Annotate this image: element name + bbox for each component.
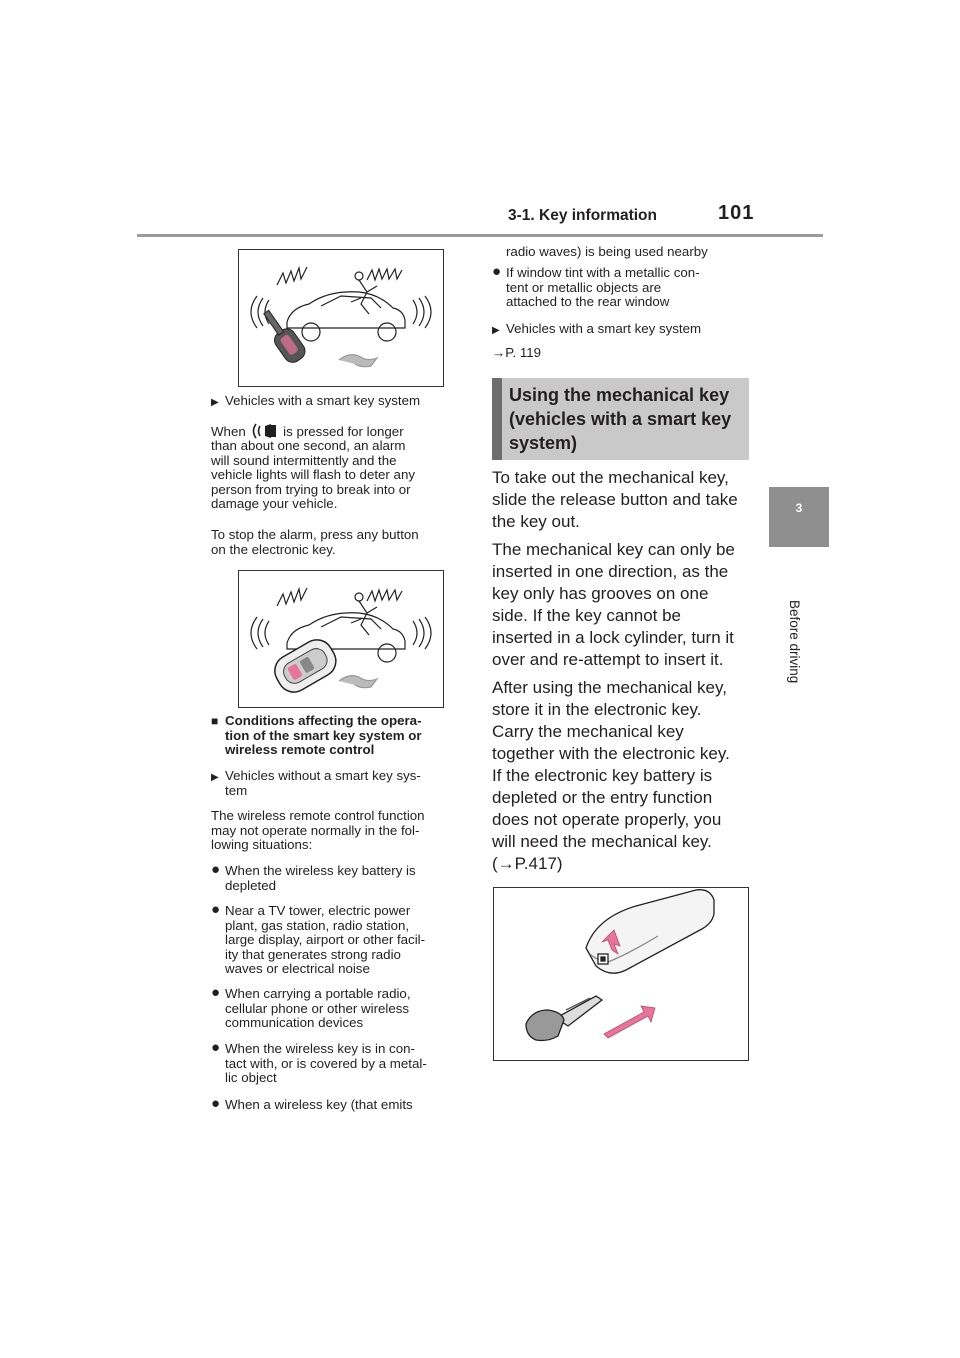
page-reference-link[interactable]: (→P.417) bbox=[492, 854, 563, 873]
wireless-intro: The wireless remote control function may not operate normally in the fol- lowing situations: bbox=[211, 808, 425, 852]
when-line: When is pressed for longer bbox=[211, 424, 404, 439]
bullet-icon: ● bbox=[492, 263, 502, 280]
triangle-icon: ▶ bbox=[211, 397, 219, 408]
alarm-illustration-smart-key bbox=[238, 570, 444, 708]
list-item: ● If window tint with a metallic con- tent or metallic objects are attached to the rear window bbox=[492, 263, 700, 309]
chapter-tab bbox=[769, 487, 829, 547]
page-reference-link[interactable]: →P. 119 bbox=[492, 345, 542, 360]
bullet-icon: ● bbox=[211, 984, 221, 1001]
list-item: ● When the wireless key battery is depleted bbox=[211, 861, 416, 893]
alarm-illustration bbox=[238, 249, 444, 387]
smart-key-subheading: ▶ Vehicles with a smart key system bbox=[211, 394, 467, 409]
without-smart-key-subheading: ▶ Vehicles without a smart key sys- tem bbox=[211, 768, 421, 798]
panic-button-icon bbox=[249, 423, 279, 439]
paragraph: After using the mechanical key, store it in the electronic key. Carry the mechanical key together with the electronic key. If the electronic key battery is depleted or the entry function does not operate properly, you will need the mechanical key. (→P.417) bbox=[492, 677, 757, 875]
mechanical-key-illustration bbox=[493, 887, 749, 1061]
conditions-heading: ■ Conditions affecting the opera- tion of the smart key system or wireless remote control bbox=[211, 713, 422, 757]
stop-alarm-text: To stop the alarm, press any button on the electronic key. bbox=[211, 527, 419, 557]
section-heading-bar bbox=[492, 378, 502, 460]
right-arrow-icon: → bbox=[492, 345, 506, 360]
list-item: ● When the wireless key is in con- tact with, or is covered by a metal- lic object bbox=[211, 1039, 427, 1085]
bullet-icon: ● bbox=[211, 1095, 221, 1112]
alarm-description: than about one second, an alarm will sound intermittently and the vehicle lights will flash to deter any person from trying to break into or damage your vehicle. bbox=[211, 438, 415, 511]
section-heading: Using the mechanical key (vehicles with a smart key system) bbox=[509, 385, 732, 453]
page-number: 101 bbox=[718, 202, 755, 224]
list-item: ● When carrying a portable radio, cellular phone or other wireless communication devices bbox=[211, 984, 411, 1030]
chapter-number: 3 bbox=[795, 501, 803, 515]
section-title: 3-1. Key information bbox=[508, 207, 657, 224]
triangle-icon: ▶ bbox=[211, 772, 219, 783]
list-item: ● Near a TV tower, electric power plant, gas station, radio station, large display, airport or other facil- ity that generates strong radio waves or electrical noise bbox=[211, 901, 426, 976]
bullet-icon: ● bbox=[211, 1039, 221, 1056]
chapter-label: Before driving bbox=[787, 600, 802, 684]
smart-key-subheading-right: ▶ Vehicles with a smart key system bbox=[492, 322, 752, 337]
paragraph: The mechanical key can only be inserted in one direction, as the key only has grooves on one side. If the key cannot be inserted in a lock cylinder, turn it over and re-attempt to insert it. bbox=[492, 540, 735, 669]
header-rule bbox=[137, 234, 823, 237]
bullet-icon: ● bbox=[211, 901, 221, 918]
continued-text: radio waves) is being used nearby bbox=[506, 244, 708, 259]
paragraph: To take out the mechanical key, slide the release button and take the key out. bbox=[492, 468, 738, 531]
list-item: ● When a wireless key (that emits bbox=[211, 1095, 413, 1112]
triangle-icon: ▶ bbox=[492, 325, 500, 336]
square-bullet-icon: ■ bbox=[211, 714, 219, 728]
bullet-icon: ● bbox=[211, 861, 221, 878]
